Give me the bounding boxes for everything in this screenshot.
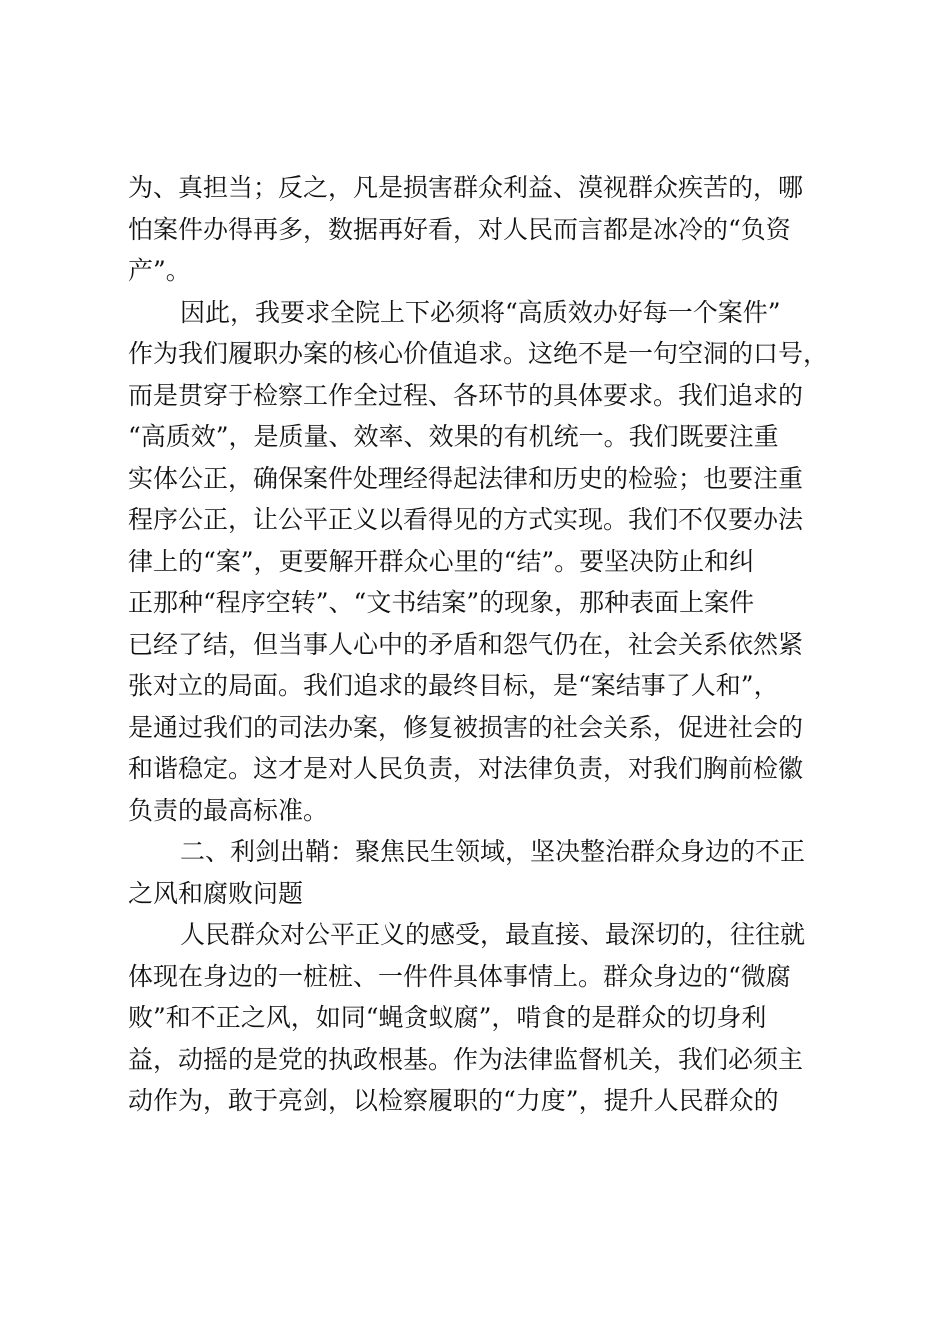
paragraph-first-line: 人民群众对公平正义的感受，最直接、最深切的，往往就 (180, 920, 806, 949)
document-body (128, 167, 840, 1122)
section-heading-continued: 之风和腐败问题 (128, 878, 304, 908)
text-line: 败”和不正之风，如同“蝇贪蚁腐”，啃食的是群众的切身利 (128, 1003, 767, 1032)
text-line: 实体公正，确保案件处理经得起法律和历史的检验；也要注重 (128, 463, 804, 493)
text-line: 益，动摇的是党的执政根基。作为法律监督机关，我们必须主 (128, 1044, 804, 1074)
text-line: “高质效”，是质量、效率、效果的有机统一。我们既要注重 (128, 422, 779, 451)
text-line: 而是贯穿于检察工作全过程、各环节的具体要求。我们追求的 (128, 380, 804, 410)
text-line: 和谐稳定。这才是对人民负责，对法律负责，对我们胸前检徽 (128, 754, 804, 783)
text-line: 正那种“程序空转”、“文书结案”的现象，那种表面上案件 (128, 588, 755, 617)
text-line: 张对立的局面。我们追求的最终目标，是“案结事了人和”， (128, 671, 779, 700)
text-line: 产”。 (128, 256, 191, 285)
text-line: 体现在身边的一桩桩、一件件具体事情上。群众身边的“微腐 (128, 961, 791, 991)
text-line: 律上的“案”，更要解开群众心里的“结”。要坚决防止和纠 (128, 546, 755, 576)
paragraph-first-line: 因此，我要求全院上下必须将“高质效办好每一个案件” (180, 297, 781, 327)
text-line: 程序公正，让公平正义以看得见的方式实现。我们不仅要办法 (128, 505, 804, 534)
text-line: 动作为，敢于亮剑，以检察履职的“力度”，提升人民群众的 (128, 1086, 779, 1115)
text-line: 为、真担当；反之，凡是损害群众利益、漠视群众疾苦的，哪 (128, 173, 804, 202)
section-heading: 二、利剑出鞘：聚焦民生领域，坚决整治群众身边的不正 (180, 837, 806, 866)
text-line: 负责的最高标准。 (128, 795, 329, 825)
text-line: 是通过我们的司法办案，修复被损害的社会关系，促进社会的 (128, 712, 804, 742)
text-line: 怕案件办得再多，数据再好看，对人民而言都是冰冷的“负资 (128, 214, 791, 244)
text-line: 作为我们履职办案的核心价值追求。这绝不是一句空洞的口号， (128, 339, 829, 368)
text-line: 已经了结，但当事人心中的矛盾和怨气仍在，社会关系依然紧 (128, 629, 804, 659)
